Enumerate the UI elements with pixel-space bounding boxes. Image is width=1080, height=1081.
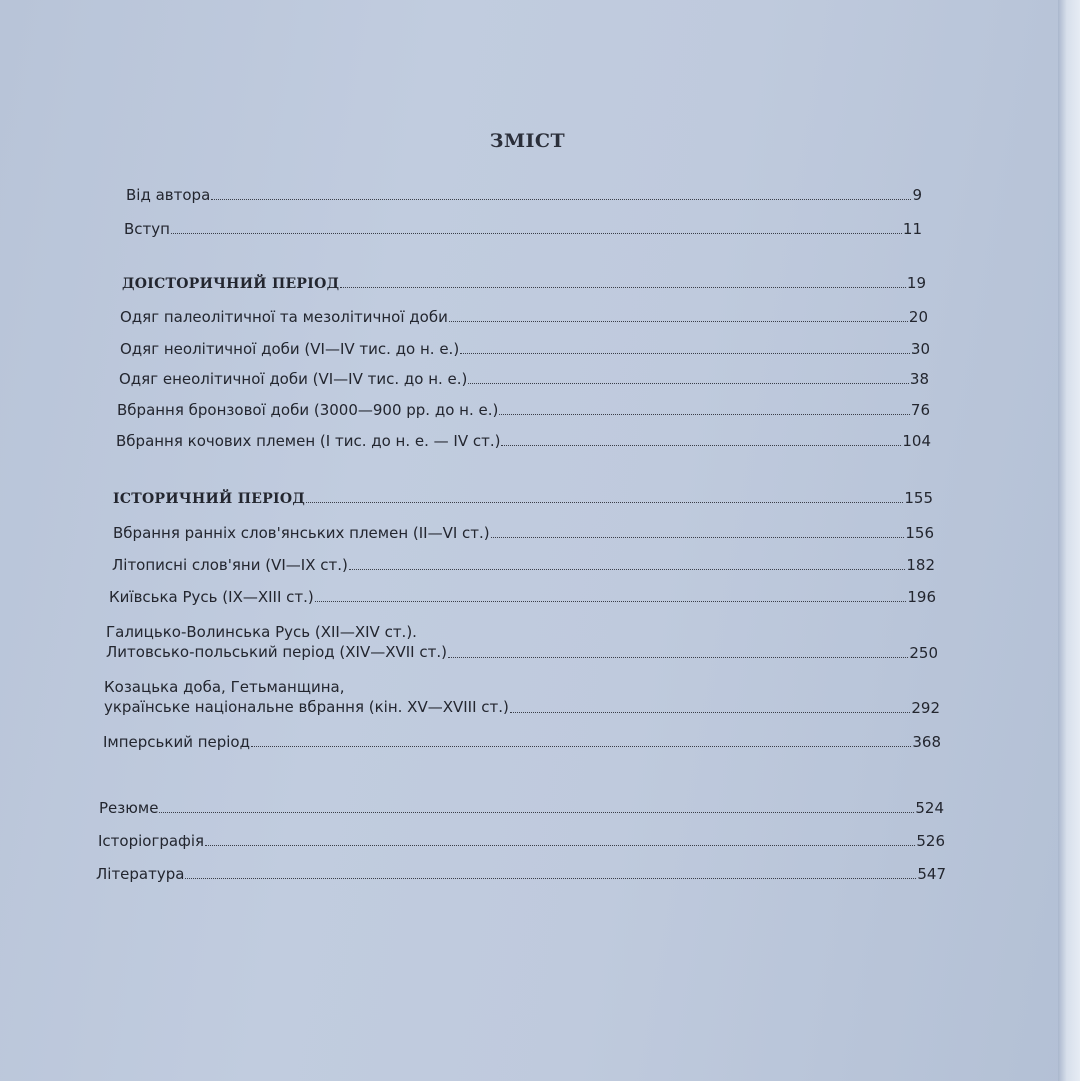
toc-entry-label: Літописні слов'яни (VI—IX ст.) (112, 556, 348, 574)
leader-dots (211, 199, 911, 200)
section-heading: ДОІСТОРИЧНИЙ ПЕРІОД (122, 276, 340, 292)
leader-dots (251, 746, 911, 747)
leader-dots (468, 383, 909, 384)
toc-entry-page: 19 (906, 274, 926, 292)
toc-entry (116, 432, 931, 450)
toc-entry-multiline (104, 677, 940, 717)
toc-entry-label: Історіографія (98, 832, 205, 850)
toc-entry-multiline (106, 622, 938, 662)
toc-entry-page: 182 (906, 556, 935, 574)
toc-title: ЗМІСТ (489, 130, 566, 152)
toc-section-historic (113, 489, 933, 507)
toc-entry-page: 76 (910, 401, 930, 419)
leader-dots (340, 287, 906, 288)
page-edge (1058, 0, 1080, 1081)
toc-entry-page: 524 (915, 799, 944, 817)
toc-entry (120, 340, 930, 358)
toc-entry-label: Одяг енеолітичної доби (VI—IV тис. до н. е.) (119, 370, 468, 388)
toc-entry-page: 155 (904, 489, 933, 507)
section-heading: ІСТОРИЧНИЙ ПЕРІОД (113, 491, 306, 507)
leader-dots (315, 601, 907, 602)
toc-entry-label: Вбрання бронзової доби (3000—900 рр. до н. е.) (117, 401, 499, 419)
toc-entry-page: 38 (909, 370, 929, 388)
toc-entry-label: Від автора (126, 186, 211, 204)
toc-entry-label: Резюме (99, 799, 159, 817)
toc-entry (117, 401, 930, 419)
toc-entry-introduction (124, 220, 922, 238)
toc-entry-label: Вбрання кочових племен (I тис. до н. е. — IV ст.) (116, 432, 501, 450)
leader-dots (349, 569, 906, 570)
leader-dots (449, 321, 908, 322)
leader-dots (185, 878, 916, 879)
toc-entry-label: Література (96, 865, 185, 883)
leader-dots (159, 812, 914, 813)
toc-entry-page: 196 (907, 588, 936, 606)
leader-dots (460, 353, 910, 354)
toc-entry-page: 526 (916, 832, 945, 850)
toc-entry (109, 588, 936, 606)
toc-entry-page: 250 (909, 644, 938, 662)
toc-entry-label: Галицько-Волинська Русь (XII—XIV ст.). Литовсько-польський період (XIV—XVII ст.) (106, 623, 447, 661)
leader-dots (499, 414, 910, 415)
toc-entry-summary (99, 799, 944, 817)
toc-entry (113, 524, 934, 542)
toc-entry-page: 547 (917, 865, 946, 883)
toc-entry-historiography (98, 832, 945, 850)
leader-dots (501, 445, 901, 446)
toc-entry-page: 156 (905, 524, 934, 542)
toc-entry-page: 20 (908, 308, 928, 326)
toc-entry-page: 292 (911, 699, 940, 717)
toc-entry-label: Одяг палеолітичної та мезолітичної доби (120, 308, 448, 326)
toc-entry-from-author (126, 186, 922, 204)
toc-entry-label: Вступ (124, 220, 170, 238)
toc-entry-label: Козацька доба, Гетьманщина, українське національне вбрання (кін. XV—XVIII ст.) (104, 678, 509, 716)
toc-entry-page: 11 (902, 220, 922, 238)
toc-entry-page: 104 (902, 432, 931, 450)
toc-entry-label: Одяг неолітичної доби (VI—IV тис. до н. е.) (120, 340, 460, 358)
toc-entry-page: 9 (912, 186, 922, 204)
leader-dots (205, 845, 915, 846)
toc-entry (112, 556, 935, 574)
leader-dots (171, 233, 902, 234)
toc-entry (119, 370, 929, 388)
toc-entry-page: 368 (912, 733, 941, 751)
toc-entry-label: Київська Русь (IX—XIII ст.) (109, 588, 314, 606)
leader-dots (510, 712, 910, 713)
leader-dots (491, 537, 905, 538)
toc-entry-page: 30 (910, 340, 930, 358)
leader-dots (448, 657, 908, 658)
toc-entry (103, 733, 941, 751)
toc-entry (120, 308, 928, 326)
toc-section-prehistoric (122, 274, 926, 292)
toc-entry-label: Імперський період (103, 733, 250, 751)
toc-entry-label: Вбрання ранніх слов'янських племен (II—VI ст.) (113, 524, 490, 542)
leader-dots (306, 502, 903, 503)
toc-entry-literature (96, 865, 946, 883)
